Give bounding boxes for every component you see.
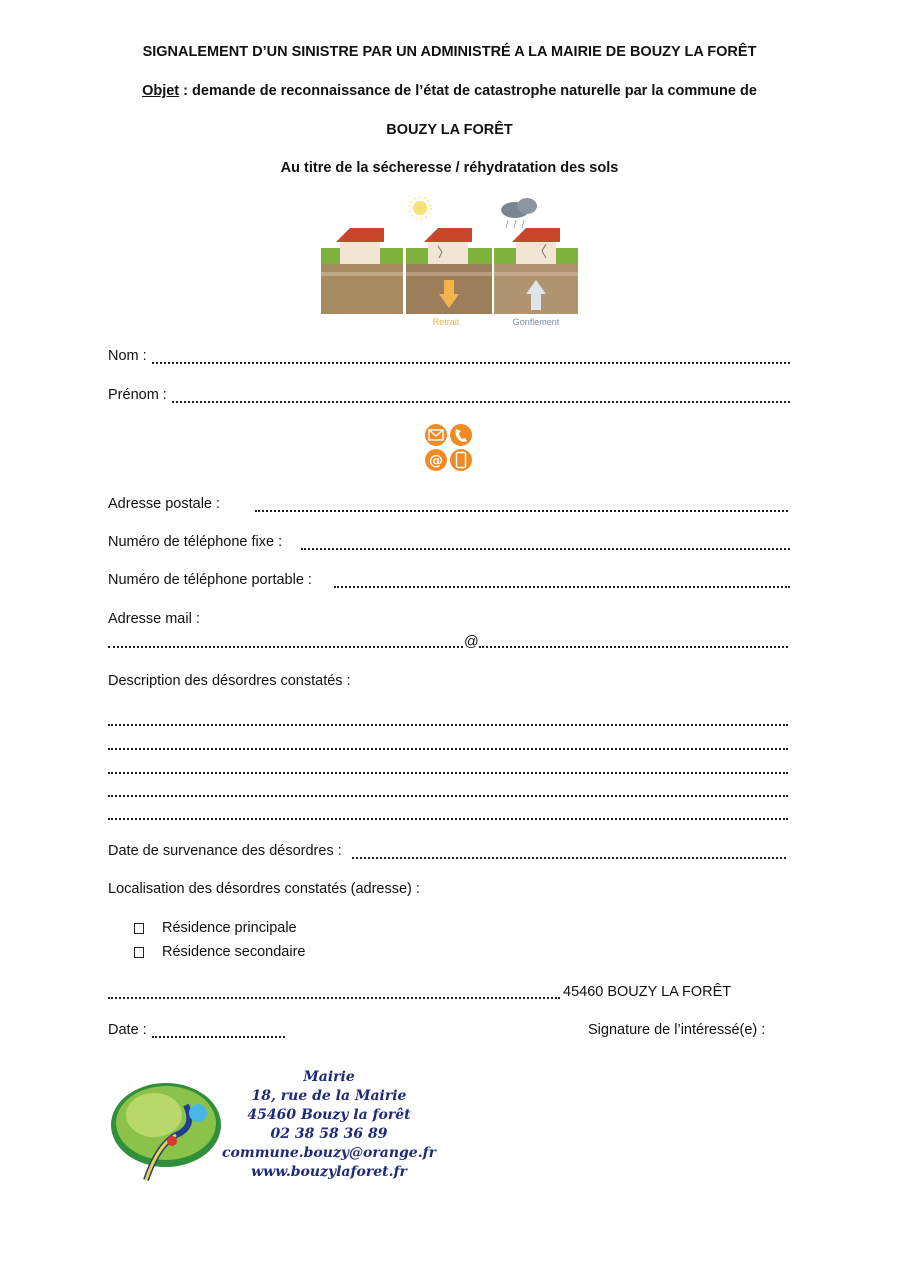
mairie-email: commune.bouzy@orange.fr [222,1145,436,1161]
envelope-icon [425,424,447,446]
commune-name: BOUZY LA FORÊT [386,122,513,138]
sun-icon [409,197,431,219]
object-text: : demande de reconnaissance de l’état de catastrophe naturelle par la commune de [179,83,757,99]
phone-icon [450,424,472,446]
retrait-label: Retrait [432,317,460,327]
tel-fixe-label: Numéro de téléphone fixe : [108,534,283,550]
date-survenance-label: Date de survenance des désordres : [108,843,342,859]
form-title: SIGNALEMENT D’UN SINISTRE PAR UN ADMINISTRÉ A LA MAIRIE DE BOUZY LA FORÊT [142,44,757,60]
object-label: Objet [142,83,180,99]
tel-portable-label: Numéro de téléphone portable : [108,572,312,588]
prenom-input[interactable] [172,401,790,403]
soil-layer [321,264,403,314]
date-survenance-input[interactable] [352,857,786,859]
signature-label: Signature de l’intéressé(e) : [588,1022,766,1038]
description-line[interactable] [108,795,788,797]
date-input[interactable] [152,1036,285,1038]
description-line[interactable] [108,748,788,750]
tel-portable-input[interactable] [334,586,790,588]
contact-icons [424,423,474,473]
adresse-postale-input[interactable] [255,510,788,512]
nom-input[interactable] [152,362,790,364]
tel-fixe-input[interactable] [301,548,790,550]
residence-principale-option[interactable] [134,920,297,936]
mairie-contact-block [219,1068,439,1182]
prenom-label: Prénom : [108,387,167,403]
description-line[interactable] [108,818,788,820]
subtitle: Au titre de la sécheresse / réhydratation des sols [280,160,619,176]
address-suffix: 45460 BOUZY LA FORÊT [563,984,732,1000]
mairie-logo-tree [106,1075,224,1185]
mairie-line: Mairie [303,1069,355,1085]
svg-text:@: @ [429,453,443,469]
drought-illustration [320,196,580,331]
mairie-line: 02 38 58 36 89 [270,1126,388,1142]
residence-secondaire-option[interactable] [134,944,305,960]
mail-local-input[interactable] [108,646,463,648]
object-line [0,83,899,99]
at-icon [425,449,447,471]
adresse-mail-label: Adresse mail : [108,611,200,627]
residence-secondaire-label: Résidence secondaire [162,944,306,960]
localisation-input[interactable] [108,997,560,999]
mobile-icon [450,449,472,471]
mail-at-sign: @ [464,634,479,650]
description-label: Description des désordres constatés : [108,673,351,689]
adresse-postale-label: Adresse postale : [108,496,221,512]
gonflement-label: Gonflement [512,317,560,327]
date-label: Date : [108,1022,147,1038]
residence-principale-label: Résidence principale [162,920,297,936]
checkbox[interactable] [134,947,144,958]
description-line[interactable] [108,772,788,774]
mairie-website: www.bouzylaforet.fr [251,1164,407,1180]
checkbox[interactable] [134,923,144,934]
description-line[interactable] [108,724,788,726]
mail-domain-input[interactable] [479,646,788,648]
localisation-label: Localisation des désordres constatés (adresse) : [108,881,420,897]
rain-cloud-icon [501,198,537,228]
mairie-line: 45460 Bouzy la forêt [247,1107,411,1123]
mairie-line: 18, rue de la Mairie [251,1088,407,1104]
nom-label: Nom : [108,348,147,364]
